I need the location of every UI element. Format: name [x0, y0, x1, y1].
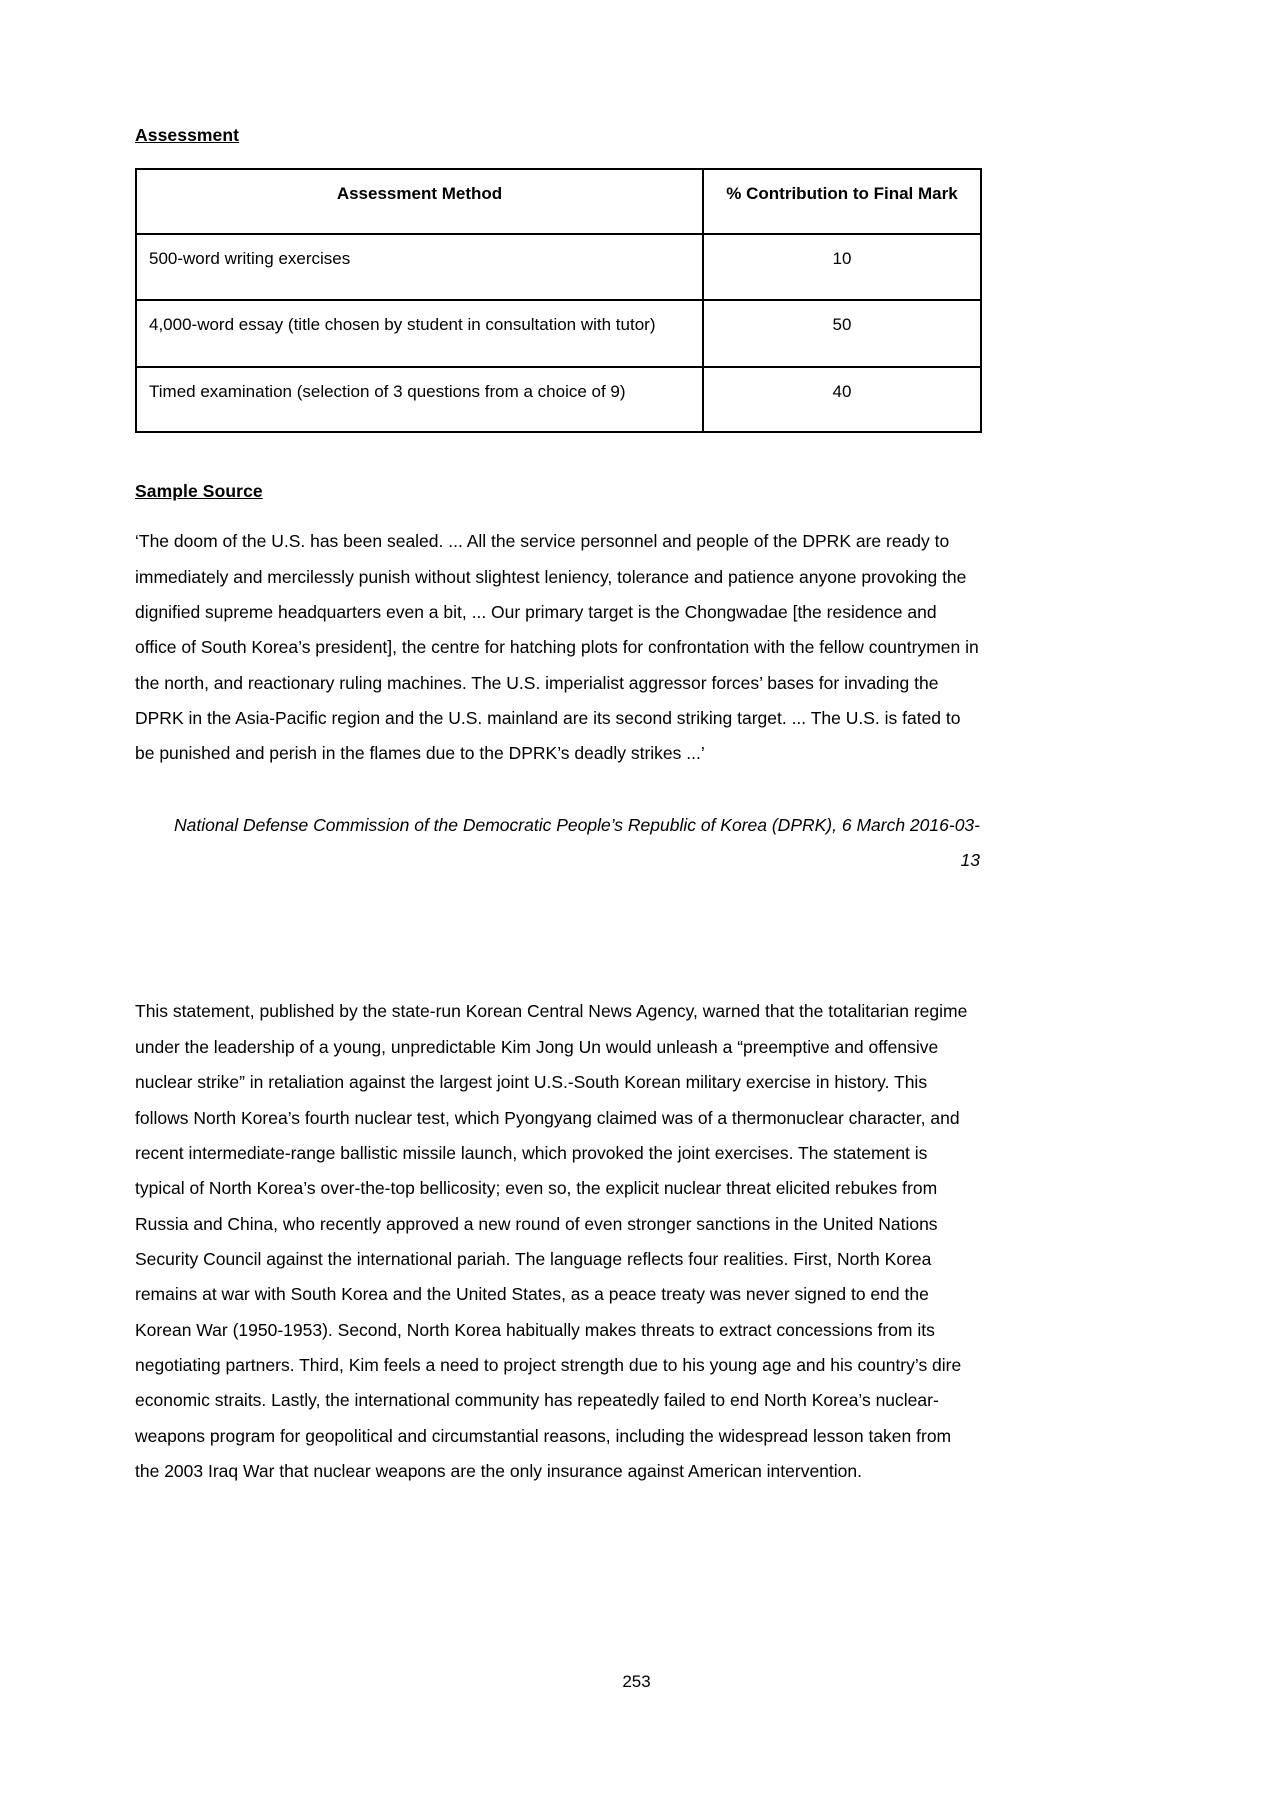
assessment-table — [135, 168, 982, 433]
sample-source-attribution: National Defense Commission of the Democratic People’s Republic of Korea (DPRK), 6 March 2016-03-13 — [173, 814, 980, 871]
table-row — [136, 234, 981, 299]
cell-assessment-method: Timed examination (selection of 3 questions from a choice of 9) — [136, 367, 703, 432]
sample-source-quotation: ‘The doom of the U.S. has been sealed. ... All the service personnel and people of the DPRK are ready to immediately and mercilessly punish without slightest leniency, tolerance and patience anyone provoking the dignified supreme headquarters even a bit, ... Our primary target is the Chongwadae [the residence and office of South Korea’s president], the centre for hatching plots for confrontation with the fellow countrymen in the north, and reactionary ruling machines. The U.S. imperialist aggressor forces’ bases for invading the DPRK in the Asia-Pacific region and the U.S. mainland are its second striking target. ... The U.S. is fated to be punished and perish in the flames due to the DPRK’s deadly strikes ...’ — [135, 531, 979, 764]
commentary-paragraph: This statement, published by the state-run Korean Central News Agency, warned that the totalitarian regime under the leadership of a young, unpredictable Kim Jong Un would unleash a “preemptive and offensive nuclear strike” in retaliation against the largest joint U.S.-South Korean military exercise in history. This follows North Korea’s fourth nuclear test, which Pyongyang claimed was of a thermonuclear character, and recent intermediate-range ballistic missile launch, which provoked the joint exercises. The statement is typical of North Korea’s over-the-top bellicosity; even so, the explicit nuclear threat elicited rebukes from Russia and China, who recently approved a new round of even stronger sanctions in the United Nations Security Council against the international pariah. The language reflects four realities. First, North Korea remains at war with South Korea and the United States, as a peace treaty was never signed to end the Korean War (1950-1953). Second, North Korea habitually makes threats to extract concessions from its negotiating partners. Third, Kim feels a need to project strength due to his young age and his country’s dire economic straits. Lastly, the international community has repeatedly failed to end North Korea’s nuclear-weapons program for geopolitical and circumstantial reasons, including the widespread lesson taken from the 2003 Iraq War that nuclear weapons are the only insurance against American intervention. — [135, 1001, 968, 1481]
assessment-heading: Assessment — [135, 125, 240, 145]
table-header-row — [136, 169, 981, 234]
table-row — [136, 300, 981, 367]
column-header-assessment-method: Assessment Method — [136, 169, 703, 234]
cell-contribution: 50 — [703, 300, 981, 367]
table-row — [136, 367, 981, 432]
column-header-contribution: % Contribution to Final Mark — [703, 169, 981, 234]
spacer — [135, 878, 980, 994]
page-number: 253 — [622, 1672, 651, 1691]
cell-assessment-method: 4,000-word essay (title chosen by student in consultation with tutor) — [136, 300, 703, 367]
cell-contribution: 40 — [703, 367, 981, 432]
sample-source-heading: Sample Source — [135, 481, 263, 502]
cell-contribution: 10 — [703, 234, 981, 299]
page-content — [135, 125, 980, 1489]
spacer — [135, 433, 980, 481]
cell-assessment-method: 500-word writing exercises — [136, 234, 703, 299]
